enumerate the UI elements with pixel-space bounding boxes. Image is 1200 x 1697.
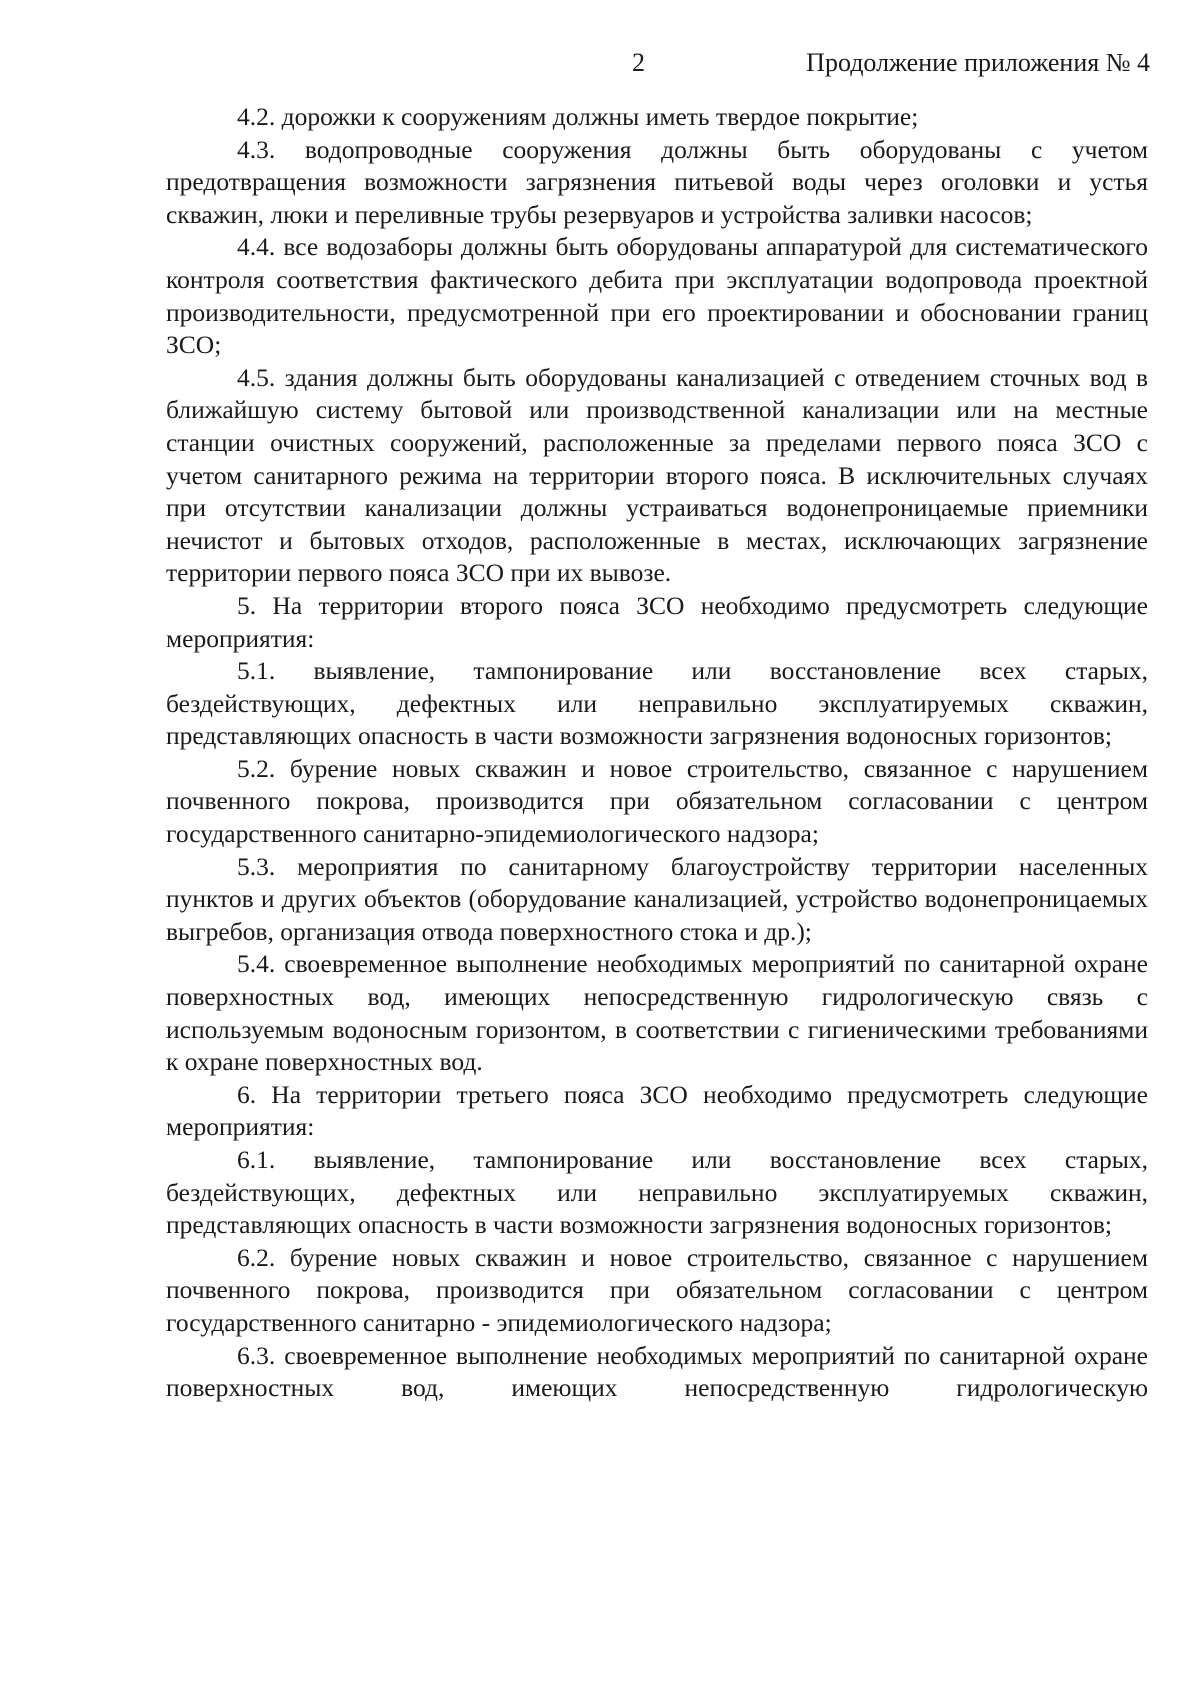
paragraph-5-3: 5.3. мероприятия по санитарному благоустройству территории населенных пунктов и других объектов (оборудование канализацией, устройство водонепроницаемых выгребов, организация отвода поверхностного стока и др.);: [166, 851, 1148, 946]
paragraph-4-4: 4.4. все водозаборы должны быть оборудованы аппаратурой для систематического контроля соответствия фактического дебита при эксплуатации водопровода проектной производительности, предусмотренной при его проектировании и обосновании границ ЗСО;: [166, 232, 1148, 360]
paragraph-6: 6. На территории третьего пояса ЗСО необходимо предусмотреть следующие мероприятия:: [166, 1079, 1148, 1142]
document-body: [166, 101, 1148, 1405]
paragraph-4-5: 4.5. здания должны быть оборудованы канализацией с отведением сточных вод в ближайшую систему бытовой или производственной канализации или на местные станции очистных сооружений, расположенные за пределами первого пояса ЗСО с учетом санитарного режима на территории второго пояса. В исключительных случаях при отсутствии канализации должны устраиваться водонепроницаемые приемники нечистот и бытовых отходов, расположенные в местах, исключающих загрязнение территории первого пояса ЗСО при их вывозе.: [166, 362, 1148, 588]
paragraph-5-1: 5.1. выявление, тампонирование или восстановление всех старых, бездействующих, дефектных или неправильно эксплуатируемых скважин, представляющих опасность в части возможности загрязнения водоносных горизонтов;: [166, 656, 1148, 751]
paragraph-5: 5. На территории второго пояса ЗСО необходимо предусмотреть следующие мероприятия:: [166, 590, 1148, 653]
paragraph-6-1: 6.1. выявление, тампонирование или восстановление всех старых, бездействующих, дефектных или неправильно эксплуатируемых скважин, представляющих опасность в части возможности загрязнения водоносных горизонтов;: [166, 1145, 1148, 1240]
page-number: 2: [632, 48, 645, 77]
paragraph-5-2: 5.2. бурение новых скважин и новое строительство, связанное с нарушением почвенного покрова, производится при обязательном согласовании с центром государственного санитарно-эпидемиологического надзора;: [166, 753, 1148, 849]
paragraph-6-3: 6.3. своевременное выполнение необходимых мероприятий по санитарной охране поверхностных вод, имеющих непосредственную гидрологическую: [166, 1340, 1148, 1403]
appendix-continuation-heading: Продолжение приложения № 4: [806, 48, 1150, 77]
paragraph-6-2: 6.2. бурение новых скважин и новое строительство, связанное с нарушением почвенного покрова, производится при обязательном согласовании с центром государственного санитарно - эпидемиологического надзора;: [166, 1242, 1148, 1337]
paragraph-5-4: 5.4. своевременное выполнение необходимых мероприятий по санитарной охране поверхностных вод, имеющих непосредственную гидрологическую связь с используемым водоносным горизонтом, в соответствии с гигиеническими требованиями к охране поверхностных вод.: [166, 949, 1148, 1077]
paragraph-4-3: 4.3. водопроводные сооружения должны быть оборудованы с учетом предотвращения возможности загрязнения питьевой воды через оголовки и устья скважин, люки и переливные трубы резервуаров и устройства заливки насосов;: [166, 134, 1148, 229]
paragraph-4-2: 4.2. дорожки к сооружениям должны иметь твердое покрытие;: [237, 102, 919, 131]
